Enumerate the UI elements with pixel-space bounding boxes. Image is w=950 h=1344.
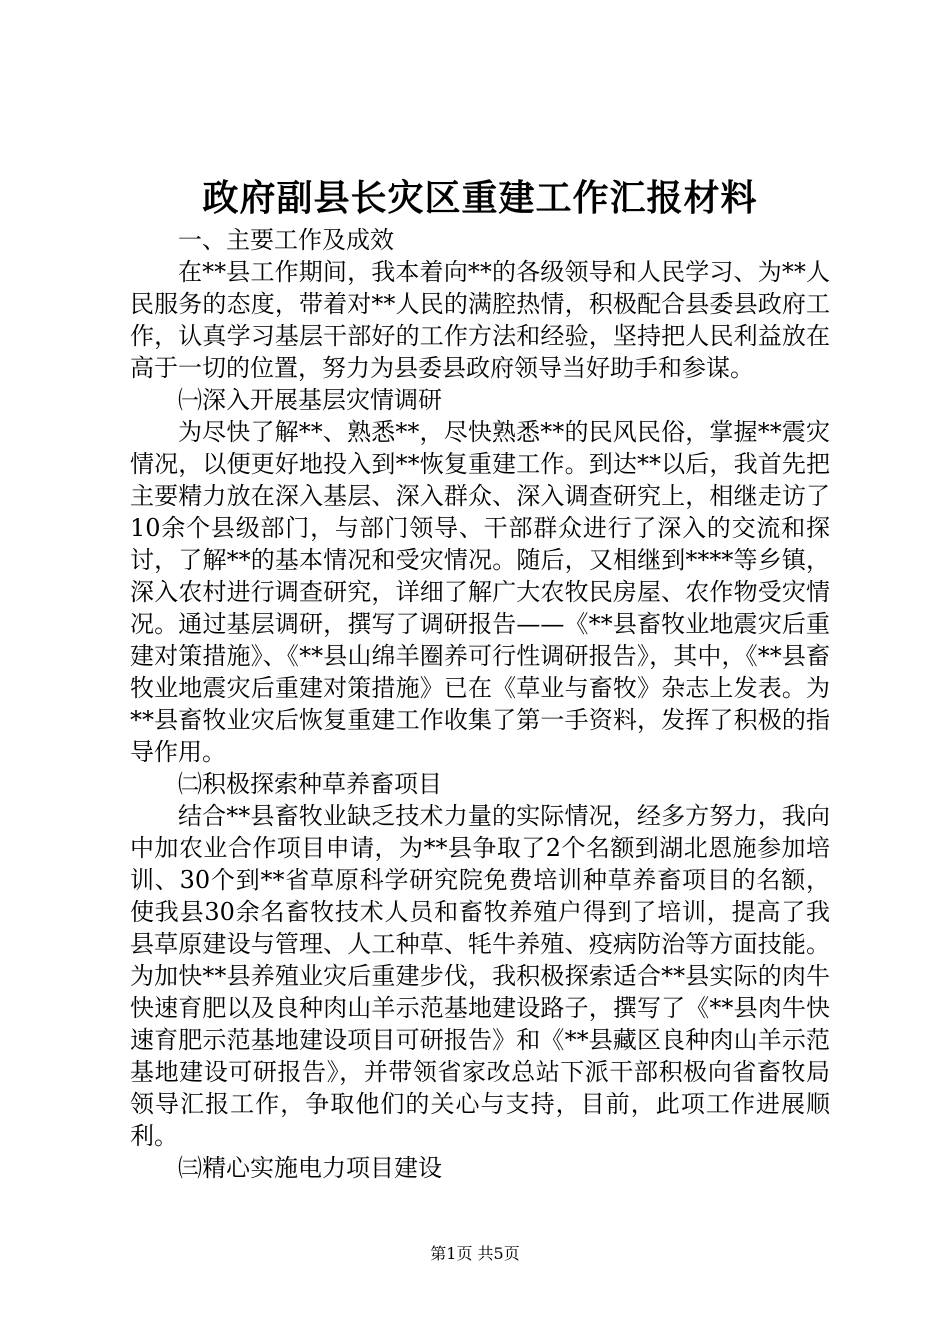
subsection-3-heading: ㈢精心实施电力项目建设 (178, 1154, 442, 1182)
subsection-1-body: 为尽快了解**、熟悉**，尽快熟悉**的民风民俗，掌握**震灾情况，以便更好地投入到**恢复重建工作。到达**以后，我首先把主要精力放在深入基层、深入群众、深入调查研究上，相继走访了10余个县级部门，与部门领导、干部群众进行了深入的交流和探讨，了解**的基本情况和受灾情况。随后，又相继到****等乡镇，深入农村进行调查研究，详细了解广大农牧民房屋、农作物受灾情况。通过基层调研，撰写了调研报告——《**县畜牧业地震灾后重建对策措施》、《**县山绵羊圈养可行性调研报告》，其中，《**县畜牧业地震灾后重建对策措施》已在《草业与畜牧》杂志上发表。为**县畜牧业灾后恢复重建工作收集了第一手资料，发挥了积极的指导作用。 (130, 418, 830, 766)
page-number-footer: 第1页 共5页 (430, 1244, 520, 1263)
section-heading: 一、主要工作及成效 (178, 226, 394, 254)
document-page (130, 177, 830, 1184)
intro-paragraph: 在**县工作期间，我本着向**的各级领导和人民学习、为**人民服务的态度，带着对**人民的满腔热情，积极配合县委县政府工作，认真学习基层干部好的工作方法和经验，坚持把人民利益放在高于一切的位置，努力为县委县政府领导当好助手和参谋。 (130, 258, 830, 382)
subsection-2-heading: ㈡积极探索种草养畜项目 (178, 770, 442, 798)
subsection-2-body: 结合**县畜牧业缺乏技术力量的实际情况，经多方努力，我向中加农业合作项目申请，为**县争取了2个名额到湖北恩施参加培训、30个到**省草原科学研究院免费培训种草养畜项目的名额，使我县30余名畜牧技术人员和畜牧养殖户得到了培训，提高了我县草原建设与管理、人工种草、牦牛养殖、疫病防治等方面技能。为加快**县养殖业灾后重建步伐，我积极探索适合**县实际的肉牛快速育肥以及良种肉山羊示范基地建设路子，撰写了《**县肉牛快速育肥示范基地建设项目可研报告》和《**县藏区良种肉山羊示范基地建设可研报告》，并带领省家改总站下派干部积极向省畜牧局领导汇报工作，争取他们的关心与支持，目前，此项工作进展顺利。 (130, 802, 830, 1150)
subsection-1-heading: ㈠深入开展基层灾情调研 (178, 386, 442, 414)
document-title: 政府副县长灾区重建工作汇报材料 (202, 177, 758, 219)
